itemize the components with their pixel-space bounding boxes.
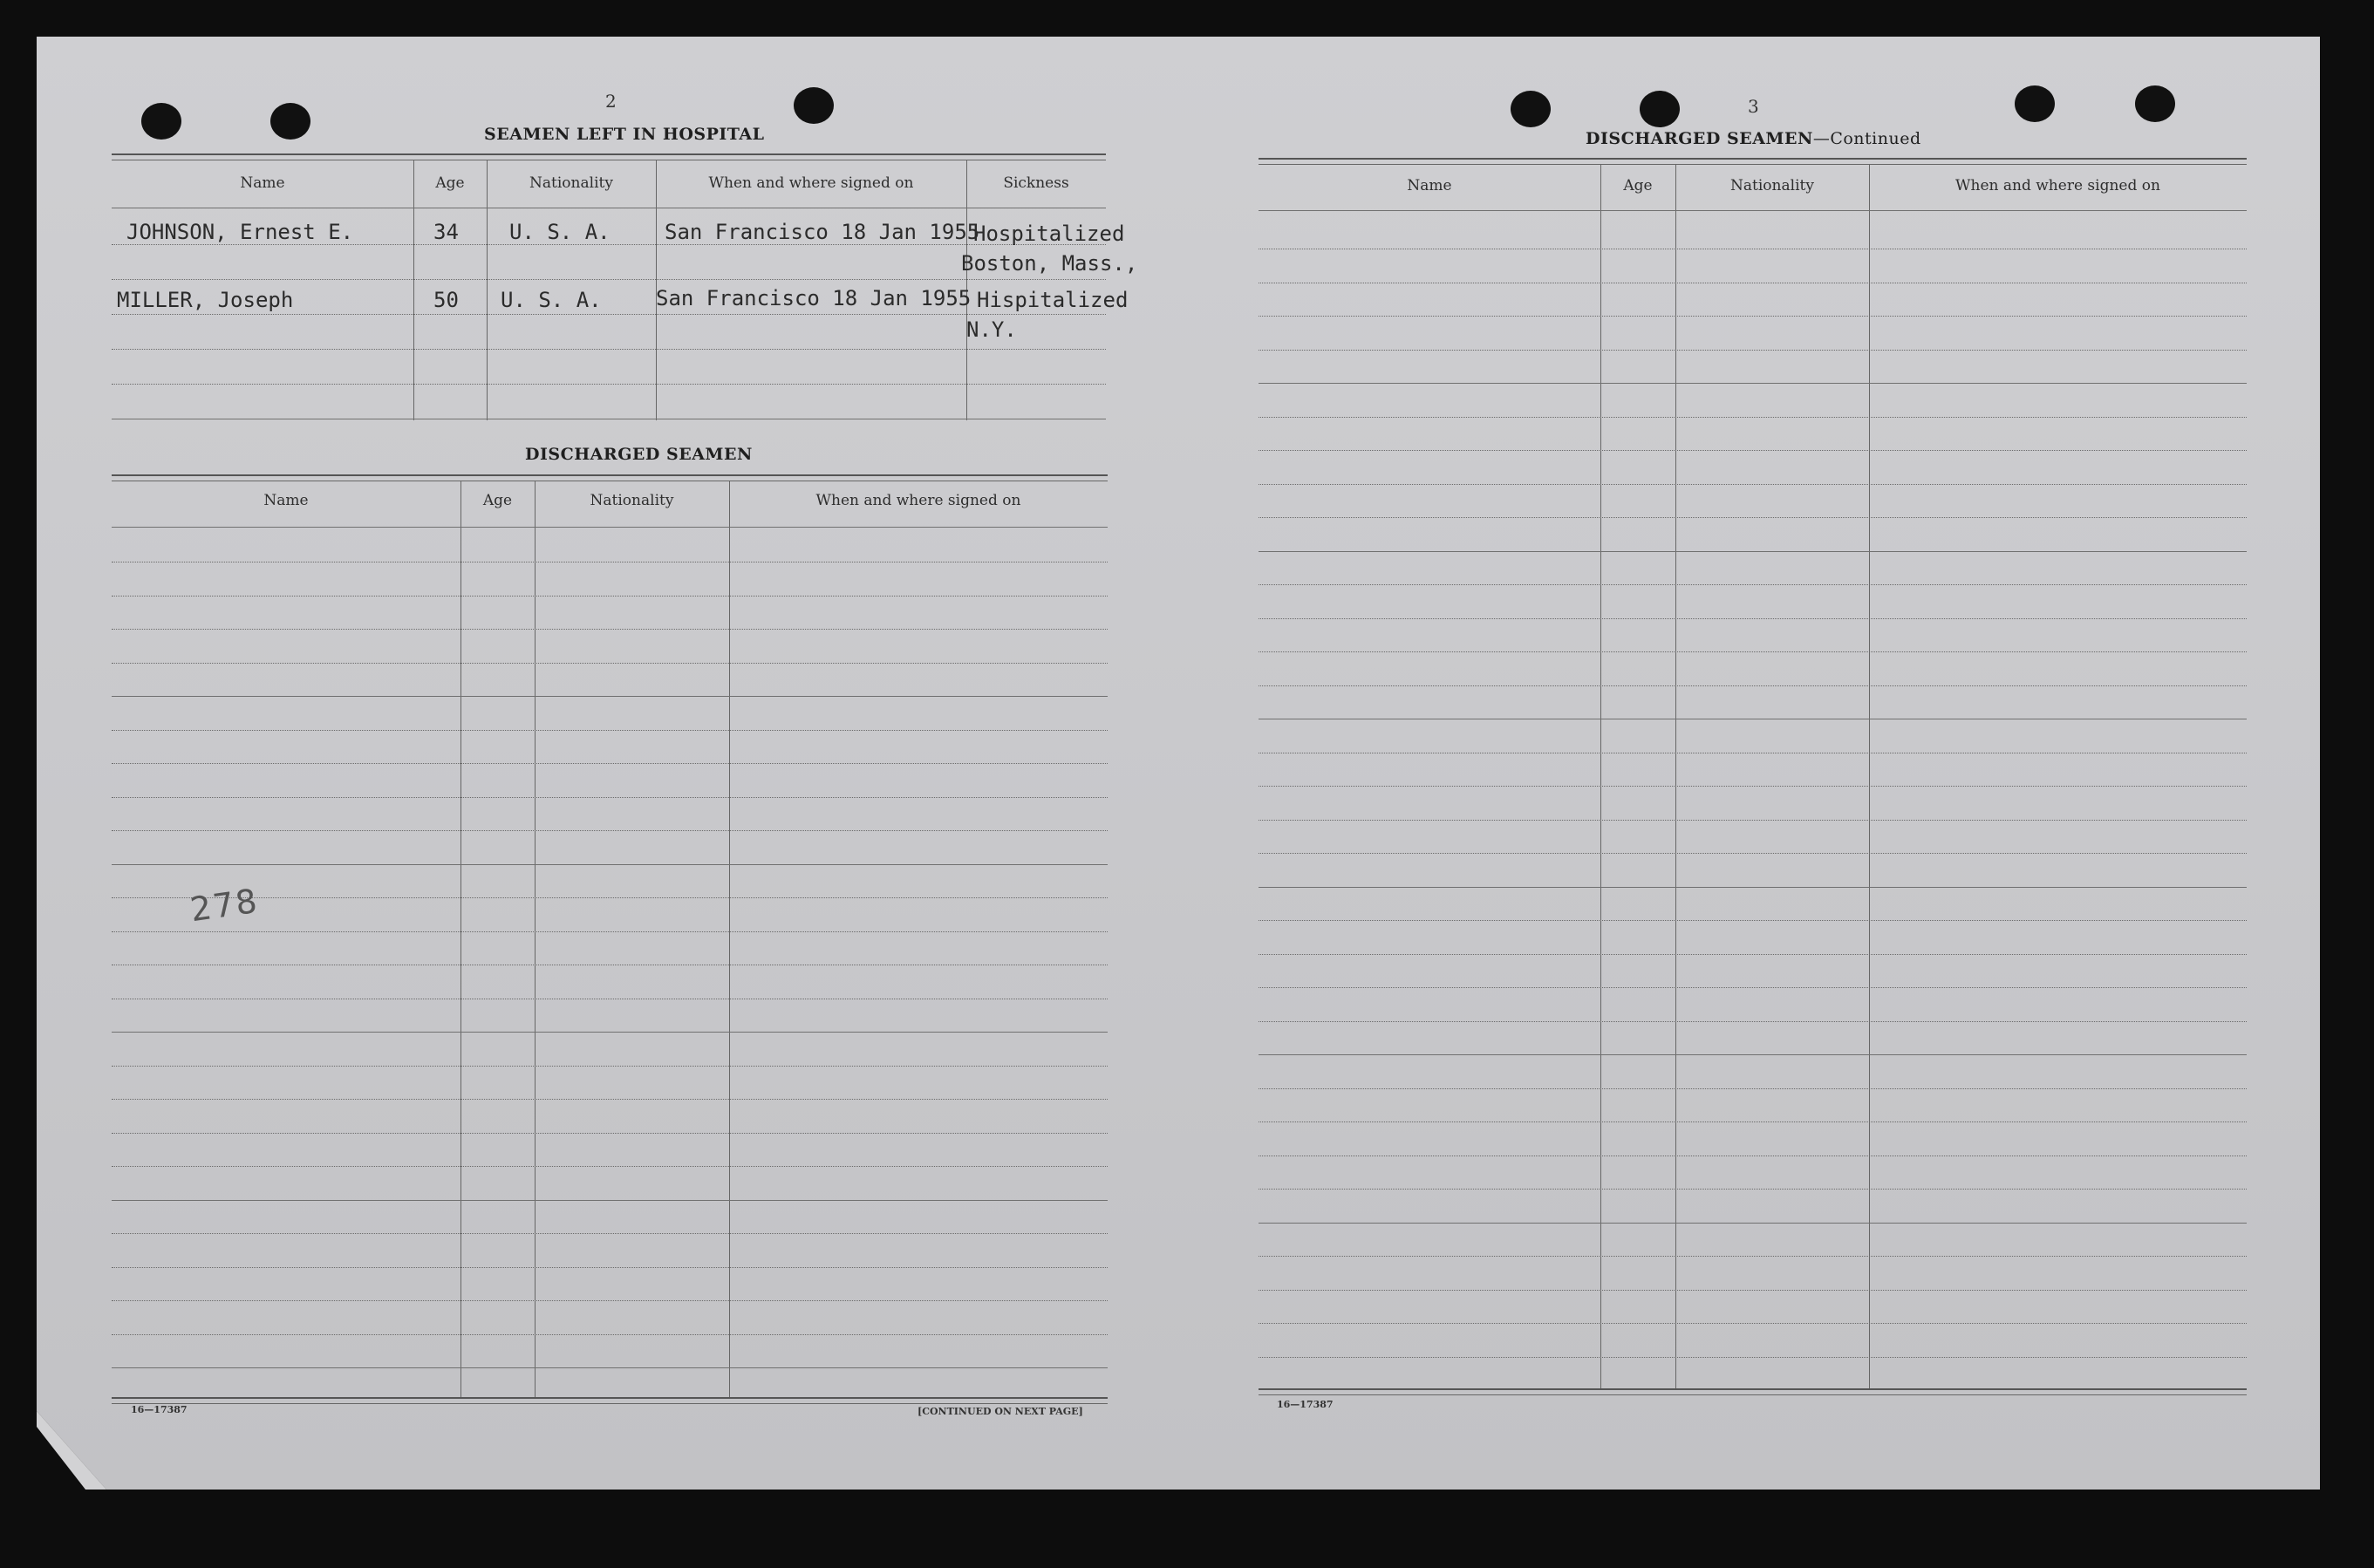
col-header-nationality: Nationality [590,492,674,509]
hospital-row-1-name: JOHNSON, Ernest E. [126,220,354,244]
hospital-row-2-name: MILLER, Joseph [117,288,294,312]
row-line [112,349,1106,350]
punch-hole [794,87,834,124]
row-line [112,663,1108,664]
punch-hole [2135,85,2175,122]
col-header-signed-on: When and where signed on [1955,177,2160,194]
row-line [1259,685,2247,686]
column-divider [413,160,414,420]
row-line [112,1032,1108,1033]
row-line [112,1334,1108,1335]
row-line [112,1300,1108,1301]
row-line [1259,1323,2247,1324]
row-line [1259,786,2247,787]
row-line [112,279,1106,280]
col-header-name: Name [1407,177,1452,194]
hospital-section-title: SEAMEN LEFT IN HOSPITAL [484,125,765,144]
column-divider [535,481,536,1399]
row-line [112,596,1108,597]
discharged-continued-title [1586,129,1921,148]
hospital-row-2-age: 50 [433,288,459,312]
rule [112,474,1108,481]
row-line [1259,920,2247,921]
row-line [112,830,1108,831]
row-line [1259,987,2247,988]
row-line [1259,517,2247,518]
row-line [112,244,1106,245]
hospital-row-2-sickness-location: N.Y. [966,317,1017,342]
row-line [112,1367,1108,1368]
discharged-table-right [1259,165,2247,1390]
stamped-number: 278 [188,881,262,930]
row-line [112,1267,1108,1268]
col-header-nationality: Nationality [1730,177,1814,194]
punch-hole [141,103,181,140]
row-line [112,864,1108,865]
discharged-section-title: DISCHARGED SEAMEN [525,445,753,464]
hospital-row-2-sickness: Hispitalized [977,288,1129,312]
row-line [1259,820,2247,821]
column-divider [487,160,488,420]
hospital-row-1-nationality: U. S. A. [509,220,611,244]
row-line [1259,417,2247,418]
row-line [112,1099,1108,1100]
row-line [1259,853,2247,854]
row-line [1259,1088,2247,1089]
col-header-age: Age [482,492,513,509]
discharged-title-suffix: —Continued [1812,129,1921,148]
row-line [1259,1189,2247,1190]
column-divider [460,481,461,1399]
rule [1259,158,2247,165]
row-line [1259,1054,2247,1055]
hospital-row-2-signed-on: San Francisco 18 Jan 1955 [656,286,972,310]
hospital-row-1-age: 34 [433,220,459,244]
rule [112,1397,1108,1404]
row-line [112,696,1108,697]
hospital-row-2-nationality: U. S. A. [501,288,602,312]
row-line [1259,1121,2247,1122]
punch-hole [2015,85,2055,122]
col-header-sickness: Sickness [1003,174,1069,192]
col-header-name: Name [263,492,309,509]
row-line [1259,1357,2247,1358]
row-line [1259,383,2247,384]
row-line [112,1166,1108,1167]
col-header-age: Age [435,174,465,192]
row-line [112,1233,1108,1234]
col-header-name: Name [240,174,285,192]
punch-hole [270,103,310,140]
col-header-age: Age [1623,177,1653,194]
column-divider [729,481,730,1399]
row-line [112,931,1108,932]
hospital-row-1-sickness: Hospitalized [973,222,1125,246]
row-line [1259,350,2247,351]
row-line [1259,584,2247,585]
row-line [1259,551,2247,552]
row-line [1259,651,2247,652]
discharged-table-left [112,481,1108,1399]
row-line [112,763,1108,764]
row-line [1259,484,2247,485]
row-line [112,897,1108,898]
punch-hole [1640,91,1680,127]
col-header-signed-on: When and where signed on [815,492,1021,509]
row-line [112,629,1108,630]
row-line [1259,1021,2247,1022]
row-line [1259,450,2247,451]
form-number-right: 16—17387 [1277,1399,1334,1410]
punch-hole [1511,91,1551,127]
row-line [1259,954,2247,955]
row-line [1259,1256,2247,1257]
row-line [112,1200,1108,1201]
rule [112,153,1106,160]
discharged-title-main: DISCHARGED SEAMEN [1586,129,1813,148]
header-rule [1259,210,2247,211]
col-header-signed-on: When and where signed on [708,174,914,192]
header-rule [112,527,1108,528]
hospital-row-1-sickness-location: Boston, Mass., [961,251,1138,276]
form-number-left: 16—17387 [131,1404,188,1415]
row-line [1259,316,2247,317]
hospital-row-1-signed-on: San Francisco 18 Jan 1955 [665,220,980,244]
continued-note: [CONTINUED ON NEXT PAGE] [918,1406,1083,1417]
row-line [1259,887,2247,888]
row-line [112,1066,1108,1067]
row-line [1259,618,2247,619]
row-line [1259,1223,2247,1224]
row-line [1259,1290,2247,1291]
row-line [112,314,1106,315]
row-line [112,384,1106,385]
row-line [112,797,1108,798]
row-line [112,730,1108,731]
rule [1259,1388,2247,1395]
page-number-left: 2 [605,91,617,112]
page-number-right: 3 [1748,96,1759,117]
col-header-nationality: Nationality [529,174,613,192]
row-line [112,1133,1108,1134]
